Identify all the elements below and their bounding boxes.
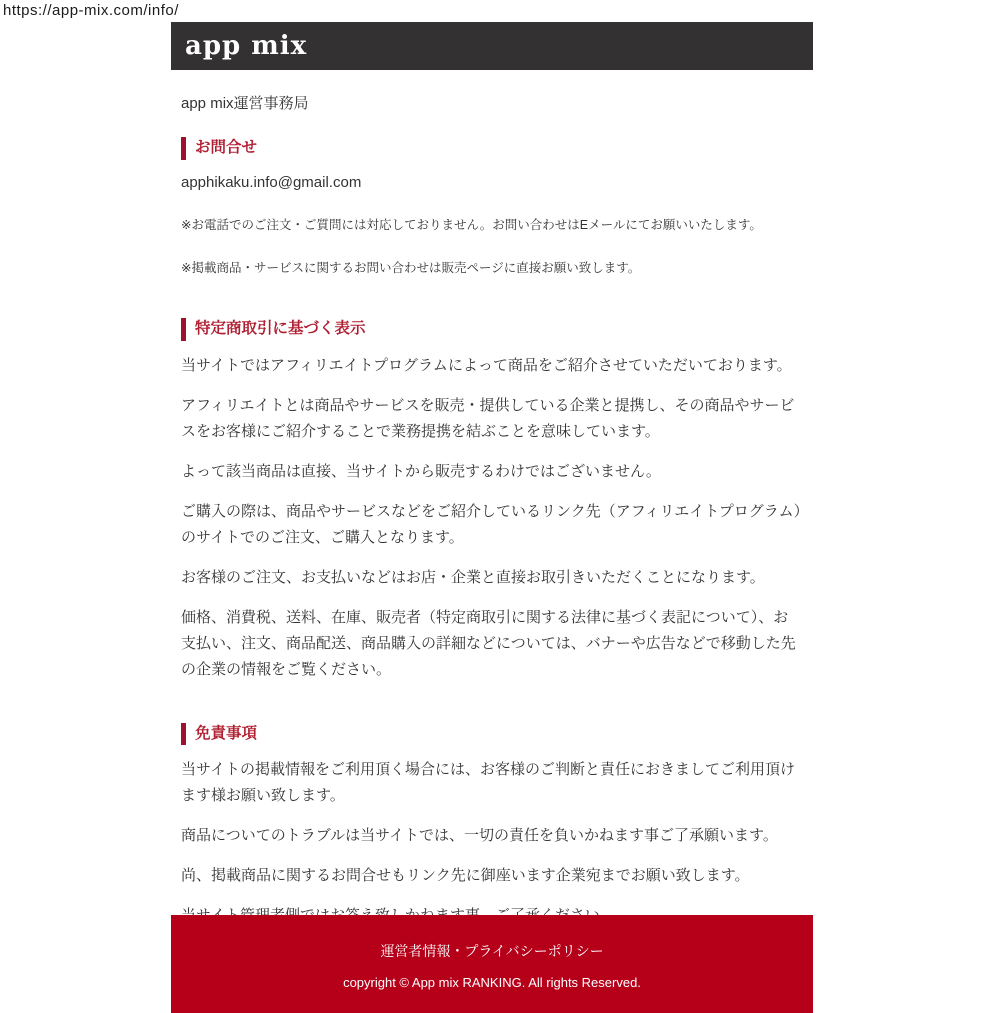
disclaimer-paragraph: 当サイトの掲載情報をご利用頂く場合には、お客様のご判断と責任におきましてご利用頂けます様お願い致します。 [181, 761, 795, 805]
section-heading-commercial-law: 特定商取引に基づく表示 [181, 318, 803, 341]
contact-note-products: ※掲載商品・サービスに関するお問い合わせは販売ページに直接お願い致します。 [181, 261, 641, 276]
operator-name: app mix運営事務局 [181, 95, 309, 112]
commercial-law-paragraph: お客様のご注文、お支払いなどはお店・企業と直接お取引きいただくことになります。 [181, 568, 765, 586]
contact-email: apphikaku.info@gmail.com [181, 173, 362, 191]
commercial-law-paragraph: 価格、消費税、送料、在庫、販売者（特定商取引に関する法律に基づく表記について）、お支払い、注文、商品配送、商品購入の詳細などについては、バナーや広告などで移動した先の企業の情報をご覧ください。 [181, 608, 796, 678]
section-heading-disclaimer: 免責事項 [181, 723, 803, 746]
section-heading-contact: お問合せ [181, 137, 803, 160]
contact-note-phone: ※お電話でのご注文・ご質問には対応しておりません。お問い合わせはEメールにてお願いいたします。 [181, 217, 762, 232]
browser-url-annotation: https://app-mix.com/info/ [3, 2, 179, 19]
commercial-law-paragraph: アフィリエイトとは商品やサービスを販売・提供している企業と提携し、その商品やサービスをお客様にご紹介することで業務提携を結ぶことを意味しています。 [181, 396, 795, 440]
commercial-law-paragraph: よって該当商品は直接、当サイトから販売するわけではございません。 [181, 462, 661, 480]
footer-copyright: copyright © App mix RANKING. All rights Reserved. [343, 975, 641, 990]
footer-privacy-policy-link[interactable]: 運営者情報・プライバシーポリシー [380, 943, 604, 959]
disclaimer-paragraph: 尚、掲載商品に関するお問合せもリンク先に御座います企業宛までお願い致します。 [181, 867, 750, 885]
commercial-law-paragraph: 当サイトではアフィリエイトプログラムによって商品をご紹介させていただいております。 [181, 356, 792, 374]
site-header [171, 22, 813, 70]
disclaimer-paragraph: 商品についてのトラブルは当サイトでは、一切の責任を負いかねます事ご了承願います。 [181, 827, 778, 845]
site-logo-title[interactable]: app mix [185, 31, 308, 61]
site-footer [171, 915, 813, 1013]
commercial-law-paragraph: ご購入の際は、商品やサービスなどをご紹介しているリンク先（アフィリエイトプログラム）のサイトでのご注文、ご購入となります。 [181, 502, 802, 546]
main-content [171, 92, 813, 929]
page-container [171, 22, 813, 943]
